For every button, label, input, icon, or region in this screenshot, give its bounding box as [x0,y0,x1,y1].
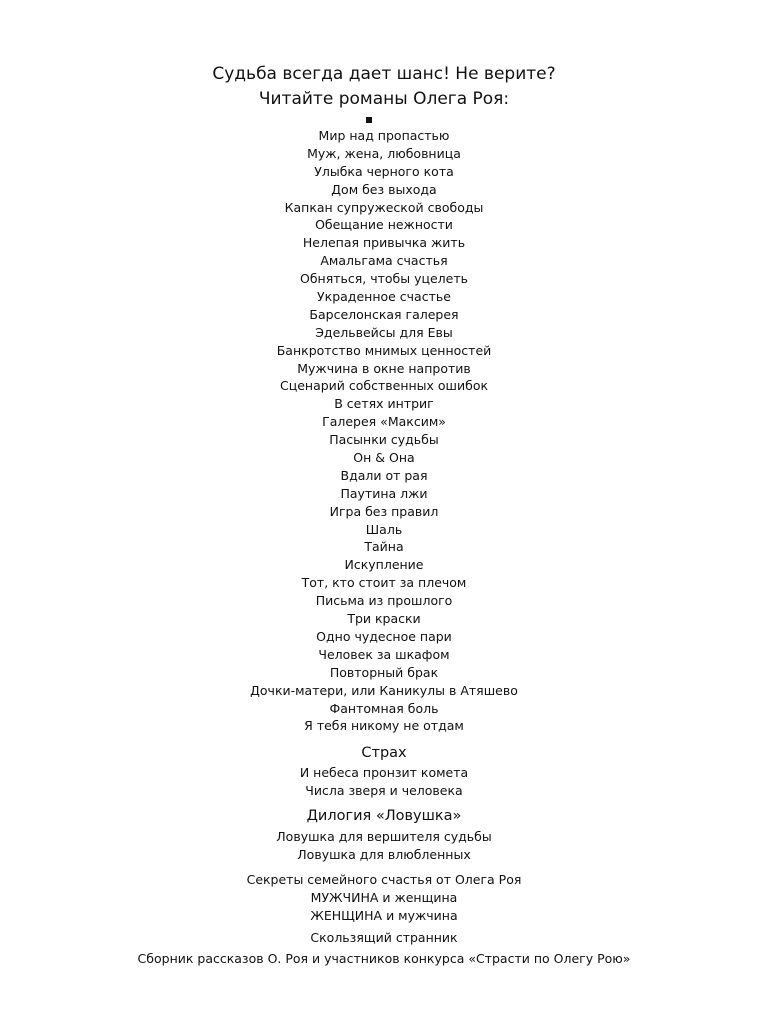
list-item: Секреты семейного счастья от Олега Роя [246,872,522,887]
list-item: Обещание нежности [315,217,453,233]
list-item: Обняться, чтобы уцелеть [299,271,469,287]
list-item: Повторный брак [329,664,439,680]
heading-line-1: Судьба всегда дает шанс! Не верите? [212,64,556,84]
list-item: Скользящий странник [310,930,458,945]
list-item: Украденное счастье [317,289,451,305]
list-item: Мир над пропастью [318,128,450,143]
list-item: Тайна [364,539,404,555]
list-item: МУЖЧИНА и женщина [310,889,458,905]
list-item: Пасынки судьбы [329,432,439,448]
list-item: Нелепая привычка жить [302,235,466,251]
list-item: Муж, жена, любовница [307,145,461,161]
list-item: И небеса пронзит комета [299,765,469,780]
list-item: Одно чудесное пари [316,628,452,644]
list-item: Банкротство мнимых ценностей [276,342,492,358]
list-item: Галерея «Максим» [322,414,446,430]
list-item: Письма из прошлого [315,593,453,609]
list-item: Искупление [344,557,424,573]
list-item: Паутина лжи [340,485,428,501]
list-item: ЖЕНЩИНА и мужчина [310,907,458,923]
strakh-list [0,764,768,800]
section-title-strakh: Страх [361,745,407,761]
list-item: В сетях интриг [334,396,434,412]
list-item: Тот, кто стоит за плечом [301,575,467,591]
list-item: Дом без выхода [331,181,437,197]
list-item: Ловушка для вершителя судьбы [276,829,492,844]
list-item: Амальгама счастья [320,253,448,269]
lovushka-list [0,828,768,864]
list-item: Три краски [347,611,421,627]
collection-list [0,950,768,968]
list-item: Я тебя никому не отдам [304,718,464,734]
list-item: Эдельвейсы для Евы [315,324,453,340]
square-bullet-icon [366,117,372,123]
list-item: Капкан супружеской свободы [284,199,484,215]
list-item: Человек за шкафом [318,646,450,662]
list-item: Сценарий собственных ошибок [279,378,489,394]
secrets-list [0,871,768,925]
list-item: Он & Она [353,450,415,466]
list-item: Сборник рассказов О. Роя и участников конкурса «Страсти по Олегу Рою» [137,951,631,966]
list-item: Мужчина в окне напротив [297,360,471,376]
list-item: Барселонская галерея [309,306,459,322]
list-item: Ловушка для влюбленных [297,846,471,862]
section-title-lovushka: Дилогия «Ловушка» [306,808,462,824]
list-item: Числа зверя и человека [305,782,463,798]
list-item: Дочки-матери, или Каникулы в Атяшево [250,682,518,698]
novels-list [0,127,768,735]
wanderer-list [0,929,768,947]
list-item: Вдали от рая [340,467,428,483]
list-item: Игра без правил [329,503,439,519]
list-item: Улыбка черного кота [314,163,454,179]
list-item: Фантомная боль [329,700,439,716]
list-item: Шаль [365,521,403,537]
heading-line-2: Читайте романы Олега Роя: [258,89,510,109]
